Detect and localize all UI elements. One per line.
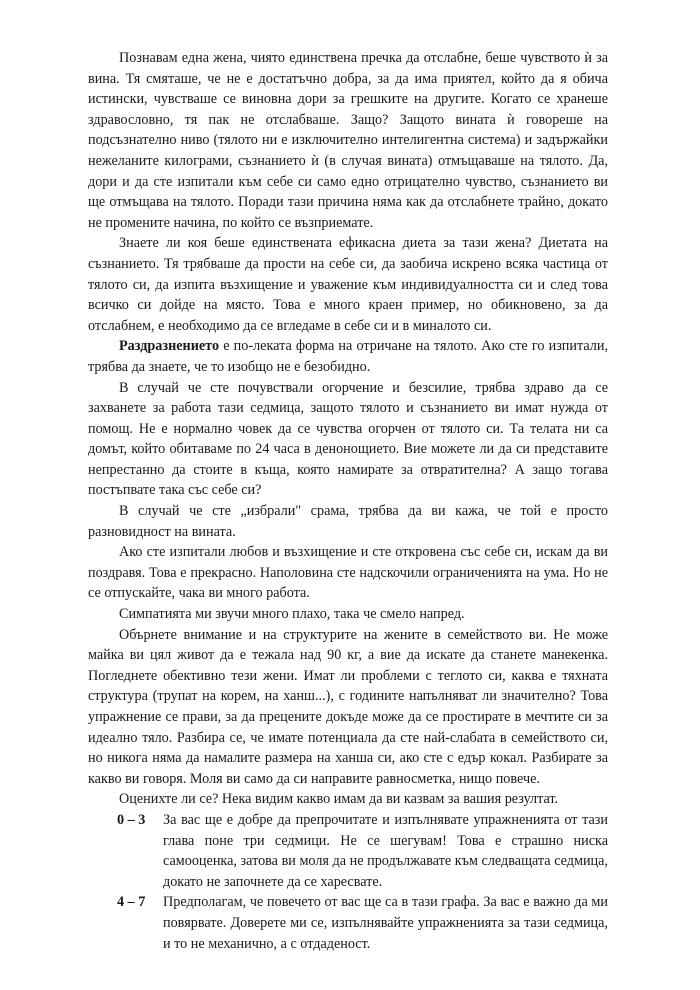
paragraph-love: Ако сте изпитали любов и възхищение и сте откровена със себе си, искам да ви поздравя. Това е прекрасно. Наполовина сте надскочили ограниченията на ума. Но не се отпускайте, чака ви много работа. [88, 544, 608, 602]
score-range: 4 – 7 [117, 894, 146, 911]
irritation-term: Раздразнението [119, 338, 220, 355]
score-range: 0 – 3 [117, 811, 146, 828]
paragraph-bitterness: В случай че сте почувствали огорчение и безсилие, трябва здраво да се захванете за работа тази седмица, защото тялото и съзнанието ви имат нужда от помощ. Не е нормално човек да се чувства огорчен от тялото си. Та телата ни са домът, който обитаваме по 24 часа в денонощието. Вие можете ли да си представите непрестанно да стоите в къща, която намирате за отвратителна? А защо тогава постъпвате така със себе си? [88, 379, 608, 499]
paragraph-results-intro: Оценихте ли се? Нека видим какво имам да ви казвам за вашия резултат. [119, 791, 559, 808]
paragraph-family-structure: Обърнете внимание и на структурите на жените в семейството ви. Не може майка ви цял живот да е тежала над 90 кг, а вие да искате да станете манекенка. Погледнете обективно тези жени. Имат ли проблеми с теглото си, каква е тяхната структура (трупат на корем, на ханш...), с годините напълняват ли значително? Това упражнение се прави, за да прецените докъде може да се простирате в мечтите си за идеално тяло. Разбира се, че имате потенциала да сте най-слабата в семейството си, но никога няма да намалите размера на ханша си, ако сте с едър кокал. Разбирате за какво ви говоря. Моля ви само да си направите равносметка, нищо повече. [88, 626, 608, 787]
score-text: Предполагам, че повечето от вас ще са в тази графа. За вас е важно да ми повярвате. Доверете ми се, изпълнявайте упражненията за тази седмица, и то не механично, а с отдаденост. [163, 894, 608, 952]
score-text: За вас ще е добре да препрочитате и изпълнявате упражненията от тази глава поне три седмици. Не се шегувам! Това е страшно ниска самооценка, затова ви моля да не продължавате към следващата седмица, докато не започнете да се харесвате. [163, 811, 608, 890]
paragraph-diet-of-mind: Знаете ли коя беше единствената ефикасна диета за тази жена? Диетата на съзнанието. Тя трябваше да прости на себе си, да заобича искрено всяка частица от тялото си, да изпита възхищение и уважение към индивидуалността си и след това всичко си дойде на място. Това е много краен пример, но обикновено, за да отслабнем, е необходимо да се вгледаме в себе си и в миналото си. [88, 235, 608, 334]
paragraph-shame: В случай че сте „избрали" срама, трябва да ви кажа, че той е просто разновидност на вината. [88, 503, 608, 540]
score-item [88, 892, 608, 954]
paragraph-sympathy: Симпатията ми звучи много плахо, така че смело напред. [119, 606, 465, 623]
paragraph-guilt-story: Познавам една жена, чиято единствена пречка да отслабне, беше чувството ѝ за вина. Тя смяташе, че не е достатъчно добра, за да има приятел, който да я обича истински, чувстваше се виновна дори за грешките на другите. Когато се хранеше здравословно, тя пак не отслабваше. Защо? Защото вината ѝ говореше на подсъзнателно ниво (тялото ни е изключително интелигентна система) и задържайки нежеланите килограми, съзнанието ѝ (в случая вината) отмъщаваше на тялото. Да, дори и да сте изпитали към себе си само едно отрицателно чувство, съзнанието ви ще отмъщава на тялото. Поради тази причина няма как да отслабнете трайно, докато не промените начина, по който се възприемате. [88, 50, 608, 231]
score-item [88, 810, 608, 892]
irritation-text: е по-леката форма на отричане на тялото. Ако сте го изпитали, трябва да знаете, че то изобщо не е безобидно. [88, 338, 608, 375]
paragraph-irritation [88, 336, 608, 377]
